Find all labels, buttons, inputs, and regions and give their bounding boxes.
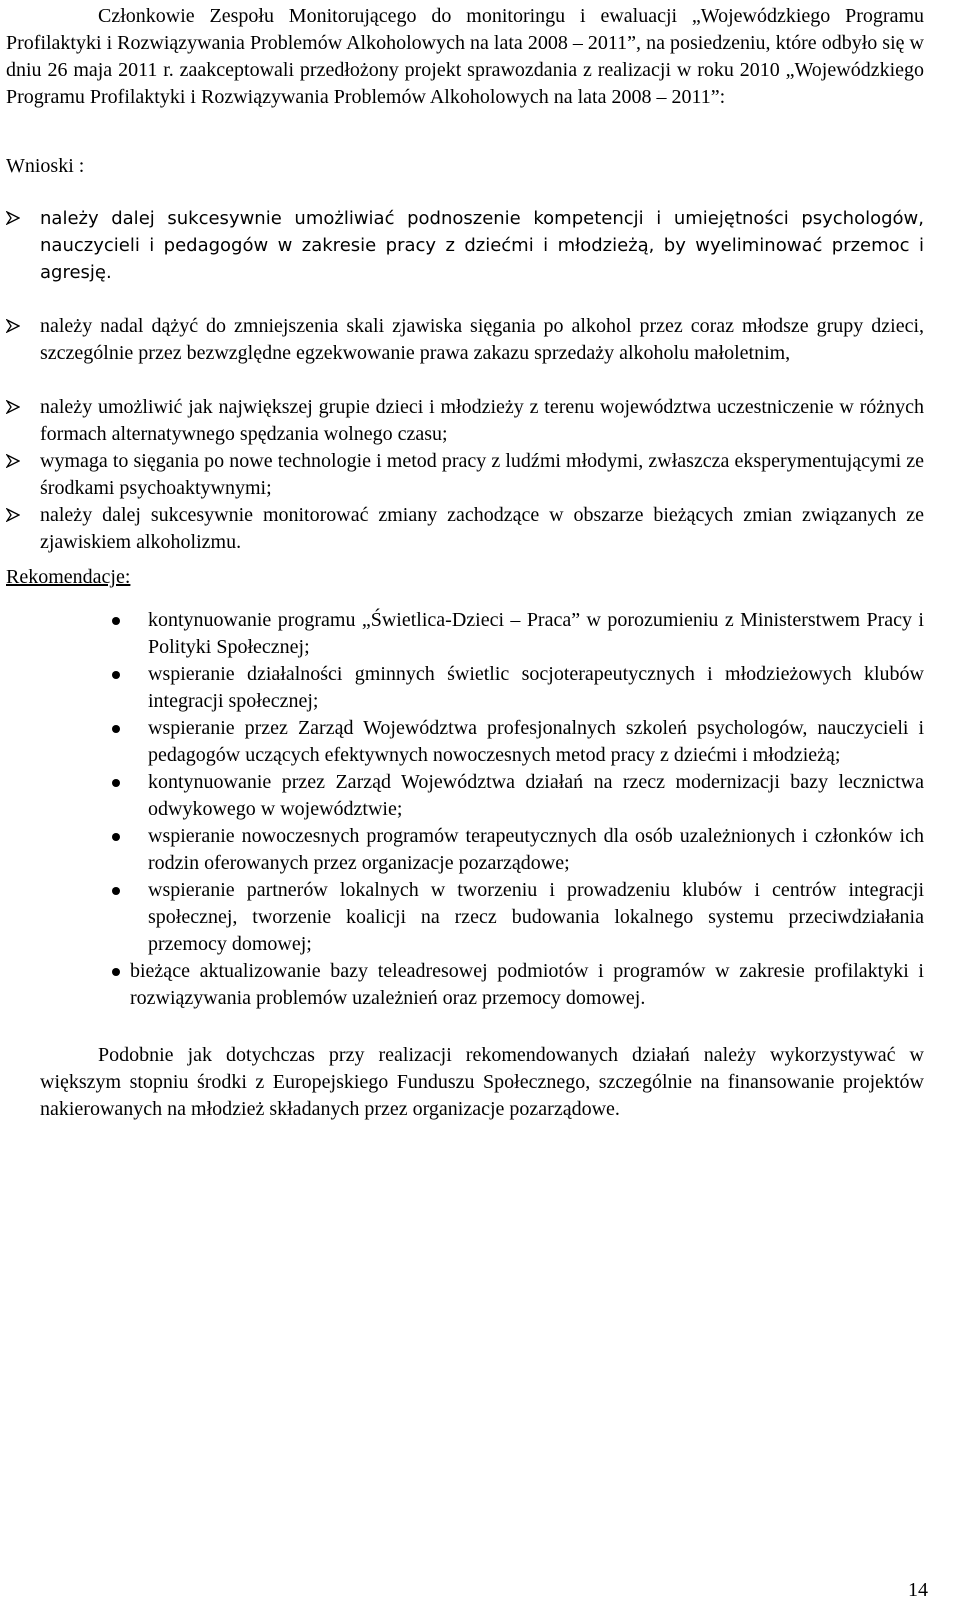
page-number: 14 <box>908 1579 928 1601</box>
conclusion-item <box>6 313 924 367</box>
closing-paragraph: Podobnie jak dotychczas przy realizacji rekomendowanych działań należy wykorzystywać w większym stopniu środki z Europejskiego Funduszu Społecznego, szczególnie na finansowanie projektów nakierowanych na młodzież składanych przez organizacje pozarządowe. <box>40 1044 924 1120</box>
round-bullet-icon <box>112 887 120 895</box>
intro-paragraph: Członkowie Zespołu Monitorującego do monitoringu i ewaluacji „Wojewódzkiego Programu Profilaktyki i Rozwiązywania Problemów Alkoholowych na lata 2008 – 2011”, na posiedzeniu, które odbyło się w dniu 26 maja 2011 r. zaakceptowali przedłożony projekt sprawozdania z realizacji w roku 2010 „Wojewódzkiego Programu Profilaktyki i Rozwiązywania Problemów Alkoholowych na lata 2008 – 2011”: <box>6 5 924 108</box>
recommendations-list <box>6 607 924 1012</box>
conclusions-heading: Wnioski : <box>6 155 85 177</box>
recommendation-item <box>6 958 924 1012</box>
round-bullet-icon <box>112 671 120 679</box>
round-bullet-icon <box>112 617 120 625</box>
conclusions-list <box>6 205 924 556</box>
recommendation-text: kontynuowanie programu „Świetlica-Dzieci – Praca” w porozumieniu z Ministerstwem Pracy i Polityki Społecznej; <box>148 609 924 658</box>
round-bullet-icon <box>112 968 120 976</box>
recommendation-item <box>6 715 924 769</box>
recommendation-item <box>6 607 924 661</box>
recommendation-item <box>6 661 924 715</box>
recommendation-text: wspieranie nowoczesnych programów terapeutycznych dla osób uzależnionych i członków ich rodzin oferowanych przez organizacje pozarządowe; <box>148 825 924 874</box>
recommendations-heading: Rekomendacje: <box>6 566 131 588</box>
conclusion-item <box>6 448 924 502</box>
conclusion-text: należy nadal dążyć do zmniejszenia skali zjawiska sięgania po alkohol przez coraz młodsze grupy dzieci, szczególnie przez bezwzględne egzekwowanie prawa zakazu sprzedaży alkoholu małoletnim, <box>40 315 924 364</box>
conclusion-item <box>6 205 924 286</box>
recommendation-text: wspieranie przez Zarząd Województwa profesjonalnych szkoleń psychologów, nauczycieli i pedagogów uczących efektywnych nowoczesnych metod pracy z dziećmi i młodzieżą; <box>148 717 924 766</box>
round-bullet-icon <box>112 833 120 841</box>
round-bullet-icon <box>112 779 120 787</box>
conclusion-text: wymaga to sięgania po nowe technologie i metod pracy z ludźmi młodymi, zwłaszcza eksperymentującymi ze środkami psychoaktywnymi; <box>40 450 924 499</box>
recommendation-text: bieżące aktualizowanie bazy teleadresowej podmiotów i programów w zakresie profilaktyki i rozwiązywania problemów uzależnień oraz przemocy domowej. <box>130 960 924 1009</box>
recommendation-item <box>6 823 924 877</box>
document-page <box>6 3 924 1123</box>
conclusion-item <box>6 394 924 448</box>
recommendation-text: wspieranie partnerów lokalnych w tworzeniu i prowadzeniu klubów i centrów integracji społecznej, tworzenie koalicji na rzecz budowania lokalnego systemu przeciwdziałania przemocy domowej; <box>148 879 924 955</box>
recommendation-text: wspieranie działalności gminnych świetlic socjoterapeutycznych i młodzieżowych klubów integracji społecznej; <box>148 663 924 712</box>
recommendation-item <box>6 877 924 958</box>
round-bullet-icon <box>112 725 120 733</box>
recommendation-item <box>6 769 924 823</box>
conclusion-text: należy umożliwić jak największej grupie dzieci i młodzieży z terenu województwa uczestniczenie w różnych formach alternatywnego spędzania wolnego czasu; <box>40 396 924 445</box>
recommendation-text: kontynuowanie przez Zarząd Województwa działań na rzecz modernizacji bazy lecznictwa odwykowego w województwie; <box>148 771 924 820</box>
conclusion-text: należy dalej sukcesywnie umożliwiać podnoszenie kompetencji i umiejętności psychologów, nauczycieli i pedagogów w zakresie pracy z dziećmi i młodzieżą, by wyeliminować przemoc i agresję. <box>40 208 924 283</box>
conclusion-text: należy dalej sukcesywnie monitorować zmiany zachodzące w obszarze bieżących zmian związanych ze zjawiskiem alkoholizmu. <box>40 504 924 553</box>
conclusion-item <box>6 502 924 556</box>
